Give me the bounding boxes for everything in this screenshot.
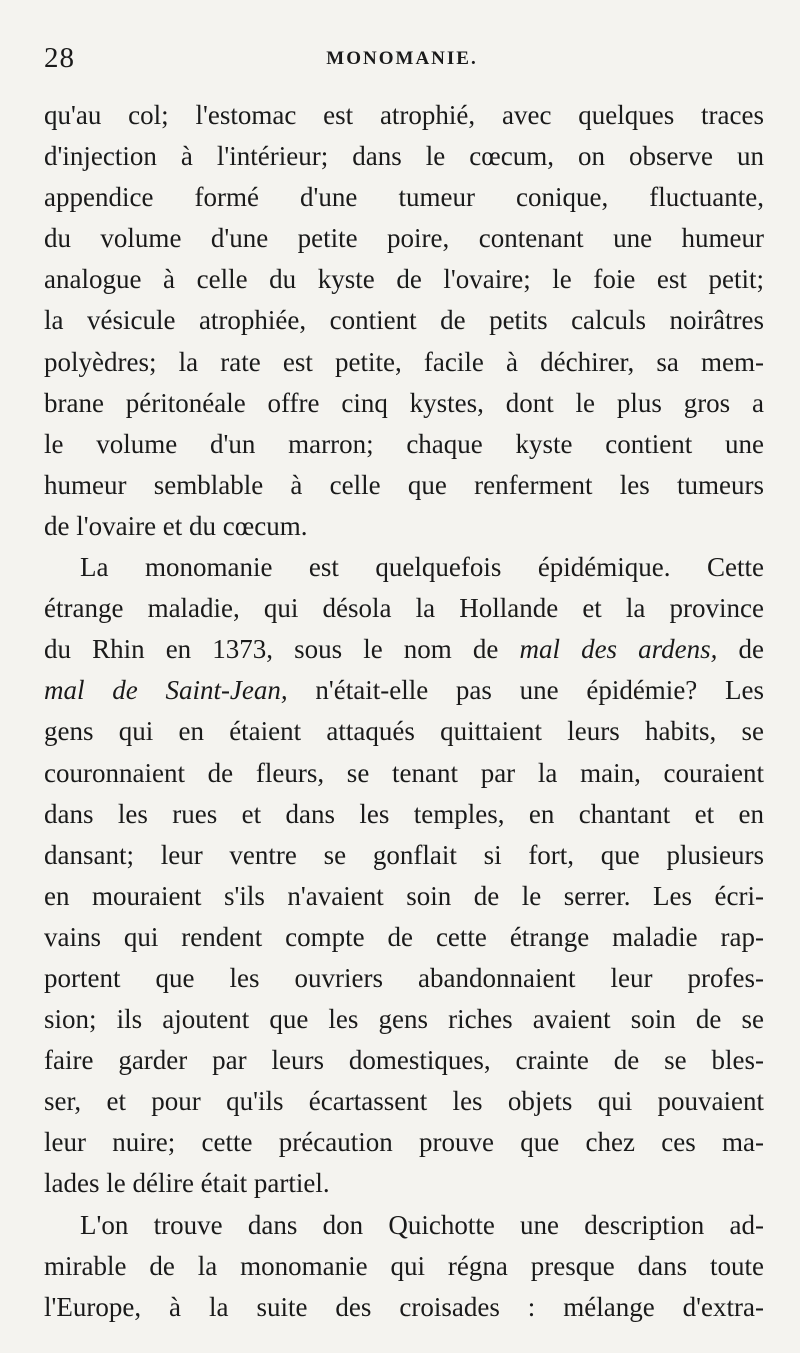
page-number: 28	[44, 42, 75, 74]
text-line: faire garder par leurs domestiques, crainte de se bles-	[44, 1045, 764, 1076]
text-line: lades le délire était partiel.	[44, 1168, 330, 1199]
text-line: sion; ils ajoutent que les gens riches avaient soin de se	[44, 1004, 764, 1035]
text-line: mirable de la monomanie qui régna presque dans toute	[44, 1250, 764, 1281]
italic-phrase: mal de Saint-Jean,	[44, 675, 288, 706]
text-line: La monomanie est quelquefois épidémique. Cette	[80, 552, 764, 583]
paragraph	[44, 1205, 764, 1328]
text-segment: de	[717, 634, 764, 665]
text-line: dans les rues et dans les temples, en chantant et en	[44, 798, 764, 829]
text-line: analogue à celle du kyste de l'ovaire; le foie est petit;	[44, 264, 764, 295]
body-text	[44, 95, 764, 1328]
text-line: vains qui rendent compte de cette étrange maladie rap-	[44, 921, 764, 952]
text-line: ser, et pour qu'ils écartassent les objets qui pouvaient	[44, 1086, 764, 1117]
text-line	[44, 629, 764, 670]
text-line: L'on trouve dans don Quichotte une description ad-	[80, 1209, 764, 1240]
text-line: qu'au col; l'estomac est atrophié, avec quelques traces	[44, 100, 764, 130]
text-line: brane péritonéale offre cinq kystes, dont le plus gros a	[44, 387, 764, 418]
text-line: appendice formé d'une tumeur conique, fluctuante,	[44, 182, 764, 213]
italic-phrase: mal des ardens,	[519, 634, 718, 665]
text-line: humeur semblable à celle que renferment les tumeurs	[44, 469, 764, 500]
text-line: leur nuire; cette précaution prouve que chez ces ma-	[44, 1127, 764, 1158]
text-line: polyèdres; la rate est petite, facile à déchirer, sa mem-	[44, 346, 764, 377]
text-line: la vésicule atrophiée, contient de petits calculs noirâtres	[44, 305, 764, 336]
text-segment: du Rhin en 1373, sous le nom de	[44, 634, 520, 665]
paragraph	[44, 547, 764, 1205]
text-line	[44, 670, 764, 711]
text-segment: n'était-elle pas une épidémie? Les	[287, 675, 764, 706]
text-line: étrange maladie, qui désola la Hollande et la province	[44, 593, 764, 624]
text-line: dansant; leur ventre se gonflait si fort, que plusieurs	[44, 839, 764, 870]
text-line: couronnaient de fleurs, se tenant par la main, couraient	[44, 757, 764, 788]
text-line: en mouraient s'ils n'avaient soin de le serrer. Les écri-	[44, 880, 764, 911]
text-line: gens qui en étaient attaqués quittaient leurs habits, se	[44, 716, 764, 747]
text-line: portent que les ouvriers abandonnaient leur profes-	[44, 962, 764, 993]
text-line: de l'ovaire et du cœcum.	[44, 510, 308, 541]
text-line: l'Europe, à la suite des croisades : mélange d'extra-	[44, 1291, 764, 1322]
running-title: MONOMANIE.	[326, 48, 478, 69]
text-line: le volume d'un marron; chaque kyste contient une	[44, 428, 764, 459]
page-header	[44, 42, 760, 82]
text-line: d'injection à l'intérieur; dans le cœcum, on observe un	[44, 141, 764, 172]
paragraph	[44, 95, 764, 547]
text-line: du volume d'une petite poire, contenant une humeur	[44, 223, 764, 254]
